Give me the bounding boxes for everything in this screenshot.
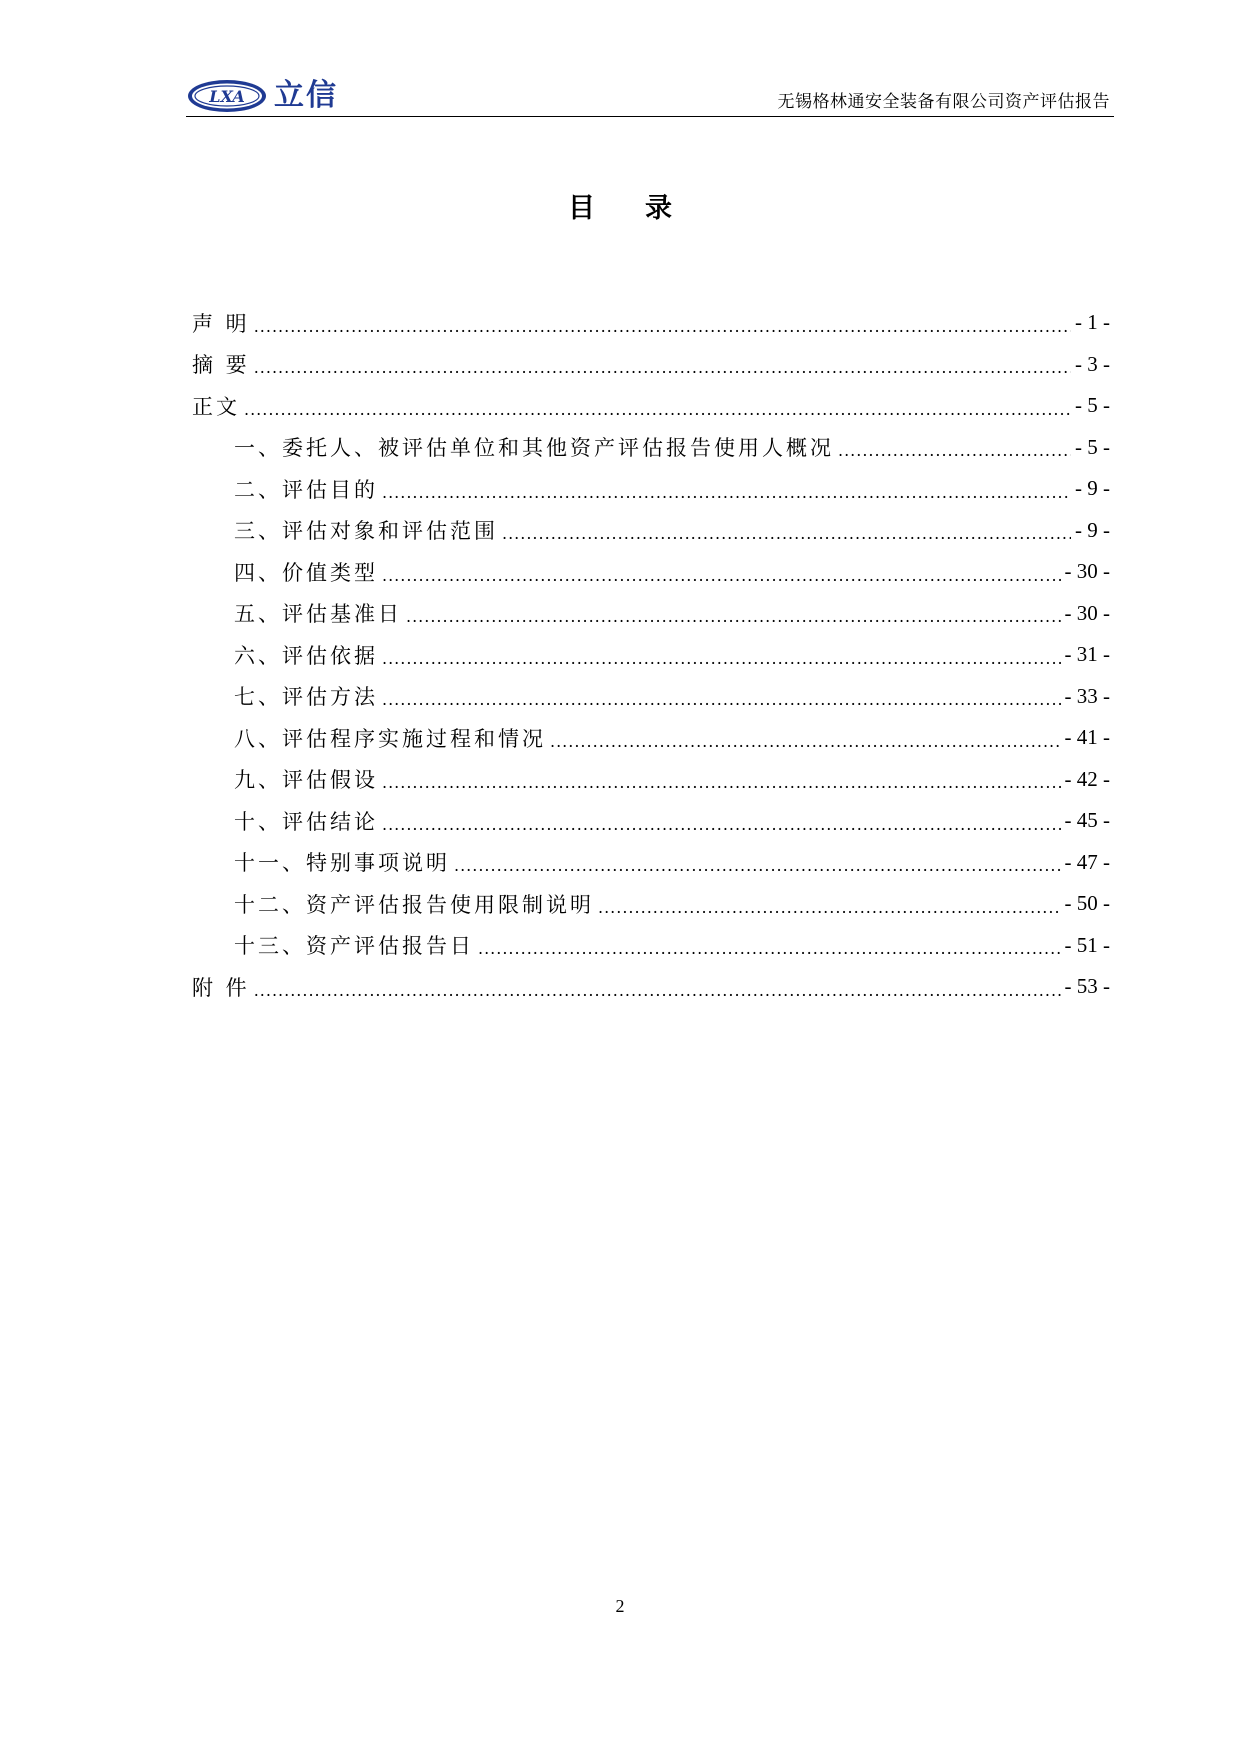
toc-entry[interactable] [192, 717, 1110, 759]
toc-entry-label: 七、评估方法 [234, 685, 378, 710]
toc-entry-label: 附 件 [192, 975, 250, 1000]
toc-dot-leader [244, 399, 1071, 427]
toc-entry-label: 三、评估对象和评估范围 [234, 519, 498, 544]
toc-dot-leader [382, 565, 1061, 593]
toc-entry-page: - 5 - [1075, 434, 1110, 459]
toc-entry-page: - 33 - [1064, 683, 1110, 708]
toc-entry[interactable] [192, 551, 1110, 593]
toc-dot-leader [502, 523, 1071, 551]
lxa-logo-icon [186, 78, 268, 114]
toc-entry-label: 八、评估程序实施过程和情况 [234, 726, 546, 751]
toc-entry-page: - 1 - [1075, 310, 1110, 335]
toc-entry-page: - 31 - [1064, 642, 1110, 667]
toc-entry[interactable] [192, 883, 1110, 925]
toc-dot-leader [254, 316, 1071, 344]
toc-entry-page: - 53 - [1064, 974, 1110, 999]
toc-entry[interactable] [192, 800, 1110, 842]
toc-entry-page: - 50 - [1064, 891, 1110, 916]
toc-dot-leader [382, 482, 1071, 510]
toc-entry-label: 十、评估结论 [234, 809, 378, 834]
toc-entry-page: - 3 - [1075, 351, 1110, 376]
toc-entry[interactable] [192, 385, 1110, 427]
toc-entry-page: - 51 - [1064, 932, 1110, 957]
toc-entry-label: 声 明 [192, 311, 250, 336]
toc-dot-leader [406, 606, 1061, 634]
toc-dot-leader [382, 648, 1061, 676]
report-title: 无锡格林通安全装备有限公司资产评估报告 [777, 92, 1110, 112]
toc-dot-leader [478, 938, 1061, 966]
table-of-contents [192, 302, 1110, 1008]
toc-entry-page: - 9 - [1075, 517, 1110, 542]
toc-entry-page: - 5 - [1075, 393, 1110, 418]
company-logo [186, 76, 338, 116]
toc-entry-label: 十一、特别事项说明 [234, 851, 450, 876]
toc-entry[interactable] [192, 468, 1110, 510]
toc-entry[interactable] [192, 634, 1110, 676]
toc-entry-label: 摘 要 [192, 353, 250, 378]
toc-entry[interactable] [192, 842, 1110, 884]
toc-entry-label: 五、评估基准日 [234, 602, 402, 627]
toc-dot-leader [550, 731, 1061, 759]
toc-entry[interactable] [192, 427, 1110, 469]
svg-text:LXA: LXA [209, 87, 245, 106]
toc-entry-page: - 41 - [1064, 725, 1110, 750]
toc-entry-label: 十二、资产评估报告使用限制说明 [234, 892, 594, 917]
page-number: 2 [615, 1596, 625, 1616]
toc-entry-page: - 9 - [1075, 476, 1110, 501]
toc-entry[interactable] [192, 966, 1110, 1008]
toc-dot-leader [382, 772, 1061, 800]
toc-entry-page: - 30 - [1064, 600, 1110, 625]
toc-entry[interactable] [192, 759, 1110, 801]
toc-entry-label: 二、评估目的 [234, 477, 378, 502]
toc-entry[interactable] [192, 925, 1110, 967]
toc-entry-label: 一、委托人、被评估单位和其他资产评估报告使用人概况 [234, 436, 834, 461]
toc-entry-label: 六、评估依据 [234, 643, 378, 668]
toc-entry-label: 十三、资产评估报告日 [234, 934, 474, 959]
toc-entry[interactable] [192, 510, 1110, 552]
toc-dot-leader [838, 440, 1071, 468]
toc-entry-page: - 30 - [1064, 559, 1110, 584]
toc-dot-leader [454, 855, 1061, 883]
toc-entry[interactable] [192, 344, 1110, 386]
toc-entry-page: - 47 - [1064, 849, 1110, 874]
toc-heading: 目录 [568, 193, 722, 224]
toc-entry[interactable] [192, 676, 1110, 718]
toc-entry-page: - 45 - [1064, 808, 1110, 833]
toc-entry-page: - 42 - [1064, 766, 1110, 791]
toc-dot-leader [254, 980, 1061, 1008]
logo-text: 立信 [274, 78, 338, 113]
toc-dot-leader [382, 689, 1061, 717]
toc-entry-label: 四、价值类型 [234, 560, 378, 585]
toc-dot-leader [598, 897, 1061, 925]
toc-entry[interactable] [192, 302, 1110, 344]
toc-entry-label: 正文 [192, 394, 240, 419]
toc-entry[interactable] [192, 593, 1110, 635]
toc-dot-leader [382, 814, 1061, 842]
toc-dot-leader [254, 357, 1071, 385]
page-header [186, 74, 1114, 117]
toc-entry-label: 九、评估假设 [234, 768, 378, 793]
